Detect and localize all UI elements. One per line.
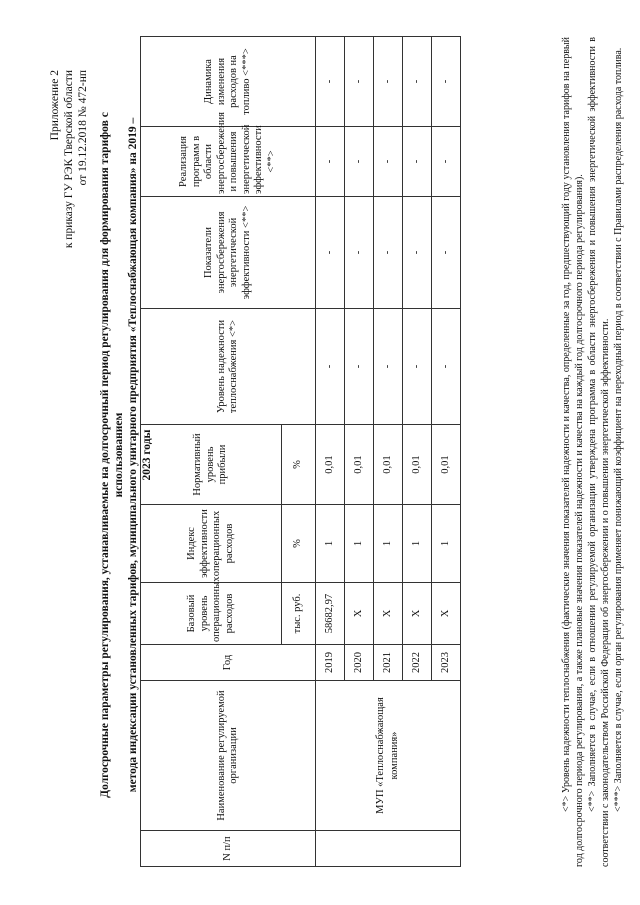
header-reliability: Уровень надежности теплоснабжения <*> [141,309,316,425]
cell-year: 2021 [374,645,403,681]
cell-number [316,831,461,867]
table-row [316,37,345,867]
cell-fuel: - [345,37,374,127]
cell-reliability: - [316,309,345,425]
cell-reliability: - [374,309,403,425]
appendix-order: к приказу ГУ РЭК Тверской области [63,70,75,249]
cell-fuel: - [403,37,432,127]
parameters-table [140,36,461,867]
cell-programs: - [403,127,432,197]
cell-fuel: - [374,37,403,127]
cell-programs: - [432,127,461,197]
cell-reliability: - [432,309,461,425]
cell-base: Х [374,583,403,645]
cell-reliability: - [403,309,432,425]
cell-fuel: - [316,37,345,127]
appendix-header [48,70,90,248]
header-organization: Наименование регулируемой организации [141,681,316,831]
cell-index: 1 [374,505,403,583]
header-profit-level: Нормативный уровень прибыли [141,425,282,505]
cell-base: Х [403,583,432,645]
cell-energy: - [374,197,403,309]
cell-energy: - [432,197,461,309]
cell-reliability: - [345,309,374,425]
cell-energy: - [345,197,374,309]
cell-profit: 0,01 [345,425,374,505]
cell-programs: - [374,127,403,197]
title-line-1: Долгосрочные параметры регулирования, устанавливаемые на долгосрочный период регулирования для формирования тарифов с использованием [99,112,125,798]
header-number: N п/п [141,831,316,867]
table-header-row [141,37,282,867]
footnote-fuel: <***> Заполняется в случае, если орган регулирования применяет понижающий коэффициент на переходный период в соответствии с Правилами распределения расхода топлива. [613,47,624,812]
cell-index: 1 [316,505,345,583]
header-fuel-dynamics: Динамика изменения расходов на топливо <***> [141,37,316,127]
header-year: Год [141,645,316,681]
appendix-date: от 19.12.2018 № 472-нп [77,70,89,186]
unit-base: тыс. руб. [282,583,316,645]
cell-index: 1 [403,505,432,583]
unit-profit: % [282,425,316,505]
cell-index: 1 [345,505,374,583]
cell-energy: - [403,197,432,309]
unit-index: % [282,505,316,583]
header-base-level: Базовый уровень операционных расходов [141,583,282,645]
cell-programs: - [345,127,374,197]
cell-base: Х [432,583,461,645]
cell-energy: - [316,197,345,309]
cell-profit: 0,01 [316,425,345,505]
cell-base: Х [345,583,374,645]
cell-index: 1 [432,505,461,583]
footnote-reliability: <*> Уровень надежности теплоснабжения (фактические значения показателей надежности и качества, определенные за год, предшествующий году установления тарифов на первый год долгосрочного периода регулирования, а также плановые значения показателей надежности и качества на каждый год долгосрочного периода регулирования). [561,37,585,867]
cell-profit: 0,01 [374,425,403,505]
cell-base: 58682,97 [316,583,345,645]
cell-profit: 0,01 [403,425,432,505]
cell-year: 2023 [432,645,461,681]
header-energy-saving: Показатели энергосбережения энергетической эффективности <**> [141,197,316,309]
cell-year: 2019 [316,645,345,681]
cell-fuel: - [432,37,461,127]
footnote-energy-saving: <**> Заполняется в случае, если в отношении регулируемой организации утверждена программа в области энергосбережения и повышения энергетической эффективности в соответствии с законодательством Российской Федерации об энергосбережении и о повышении энергетической эффективности. [587,37,611,867]
header-programs: Реализация программ в области энергосбережения и повышения энергетической эффективности <**> [141,127,316,197]
title-line-2: метода индексации установленных тарифов, муниципального унитарного предприятия «Теплоснабжающая компания» на 2019 – 2023 годы [127,117,153,793]
cell-profit: 0,01 [432,425,461,505]
header-efficiency-index: Индекс эффективности операционных расходов [141,505,282,583]
cell-year: 2022 [403,645,432,681]
cell-year: 2020 [345,645,374,681]
appendix-number: Приложение 2 [49,70,61,141]
cell-programs: - [316,127,345,197]
cell-organization: МУП «Теплоснабжающая компания» [316,681,461,831]
footnotes [560,37,625,867]
